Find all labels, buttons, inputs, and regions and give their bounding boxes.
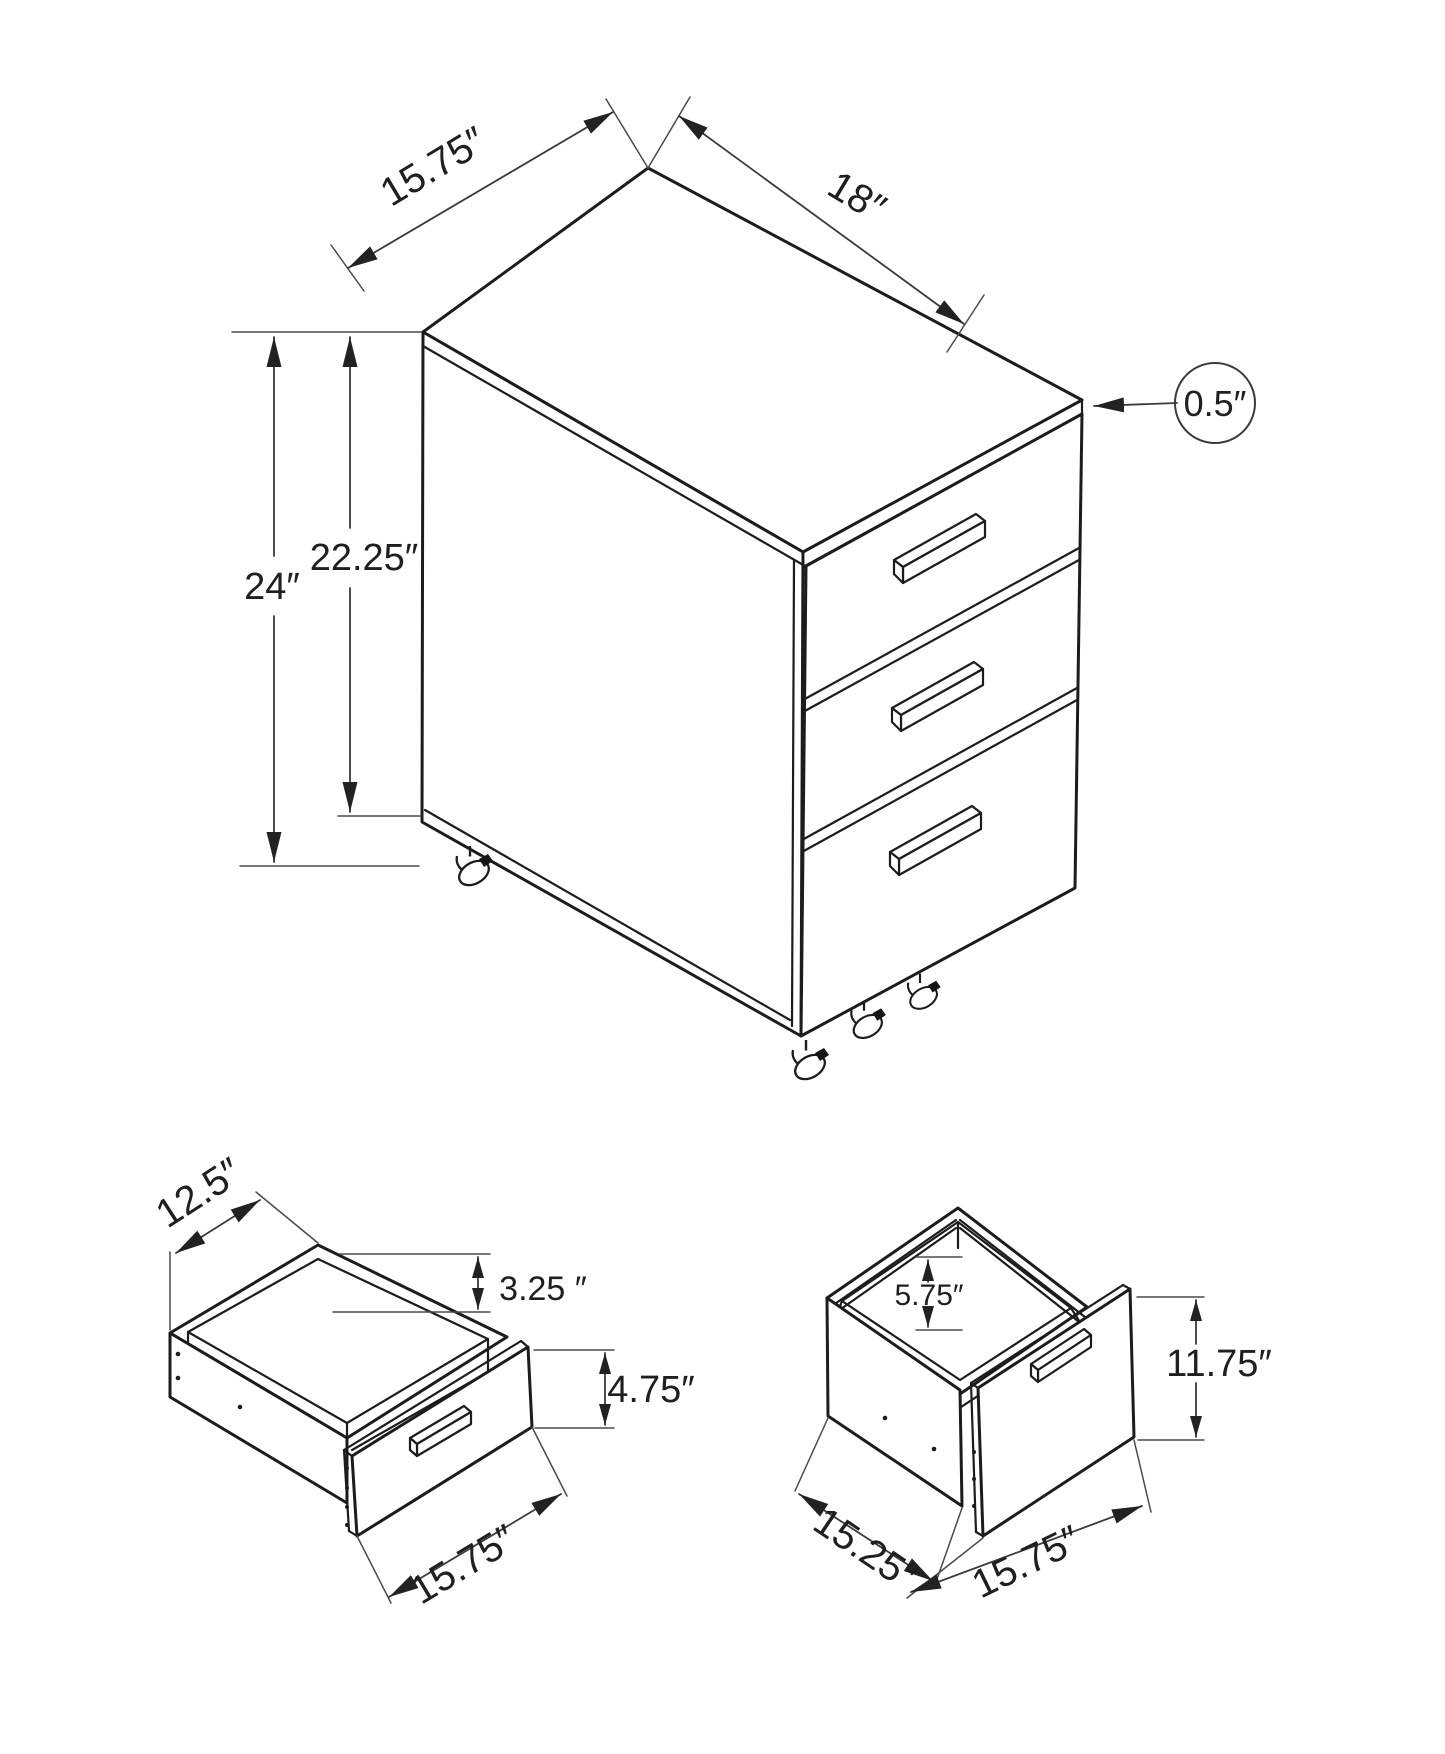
dim-label-body-height: 22.25″ <box>309 537 419 579</box>
dim-label-cabinet-width: 18″ <box>820 162 894 231</box>
callout-arrow-top-thickness <box>1094 403 1177 406</box>
extension-line <box>606 99 648 168</box>
file-drawer-view <box>827 1208 1134 1536</box>
cabinet-isometric-view <box>422 168 1082 1084</box>
dim-label-overall-height: 24″ <box>244 566 300 608</box>
screw-hole-dot <box>883 1416 888 1421</box>
extension-line <box>648 97 690 168</box>
caster-right <box>906 974 940 1014</box>
dim-label-cabinet-depth: 15.75″ <box>373 118 494 216</box>
dim-label-small-drawer-front-width: 15.75″ <box>403 1516 524 1614</box>
dim-label-file-drawer-front-width: 15.75″ <box>965 1517 1088 1608</box>
dim-label-top-thickness: 0.5″ <box>1183 383 1247 424</box>
extension-line <box>532 1427 567 1496</box>
extension-line <box>936 1508 962 1582</box>
dim-label-small-drawer-inner-height: 3.25 ″ <box>499 1270 587 1308</box>
screw-hole-dot <box>932 1447 937 1452</box>
extension-line <box>256 1192 318 1243</box>
extension-line <box>357 1536 391 1603</box>
dim-label-small-drawer-front-height: 4.75″ <box>607 1369 695 1411</box>
screw-hole-dot <box>176 1352 181 1357</box>
dim-label-file-drawer-front-height: 11.75″ <box>1166 1343 1272 1385</box>
dim-label-file-drawer-inner-width: 15.25″ <box>805 1499 925 1600</box>
extension-line <box>1134 1440 1151 1512</box>
caster-front <box>791 1040 829 1084</box>
screw-hole-dot <box>176 1376 181 1381</box>
extension-line <box>795 1418 828 1491</box>
dim-label-small-drawer-inner-depth: 12.5″ <box>148 1149 250 1237</box>
screw-hole-dot <box>238 1405 243 1410</box>
dim-label-file-drawer-inner-height: 5.75″ <box>894 1279 964 1312</box>
